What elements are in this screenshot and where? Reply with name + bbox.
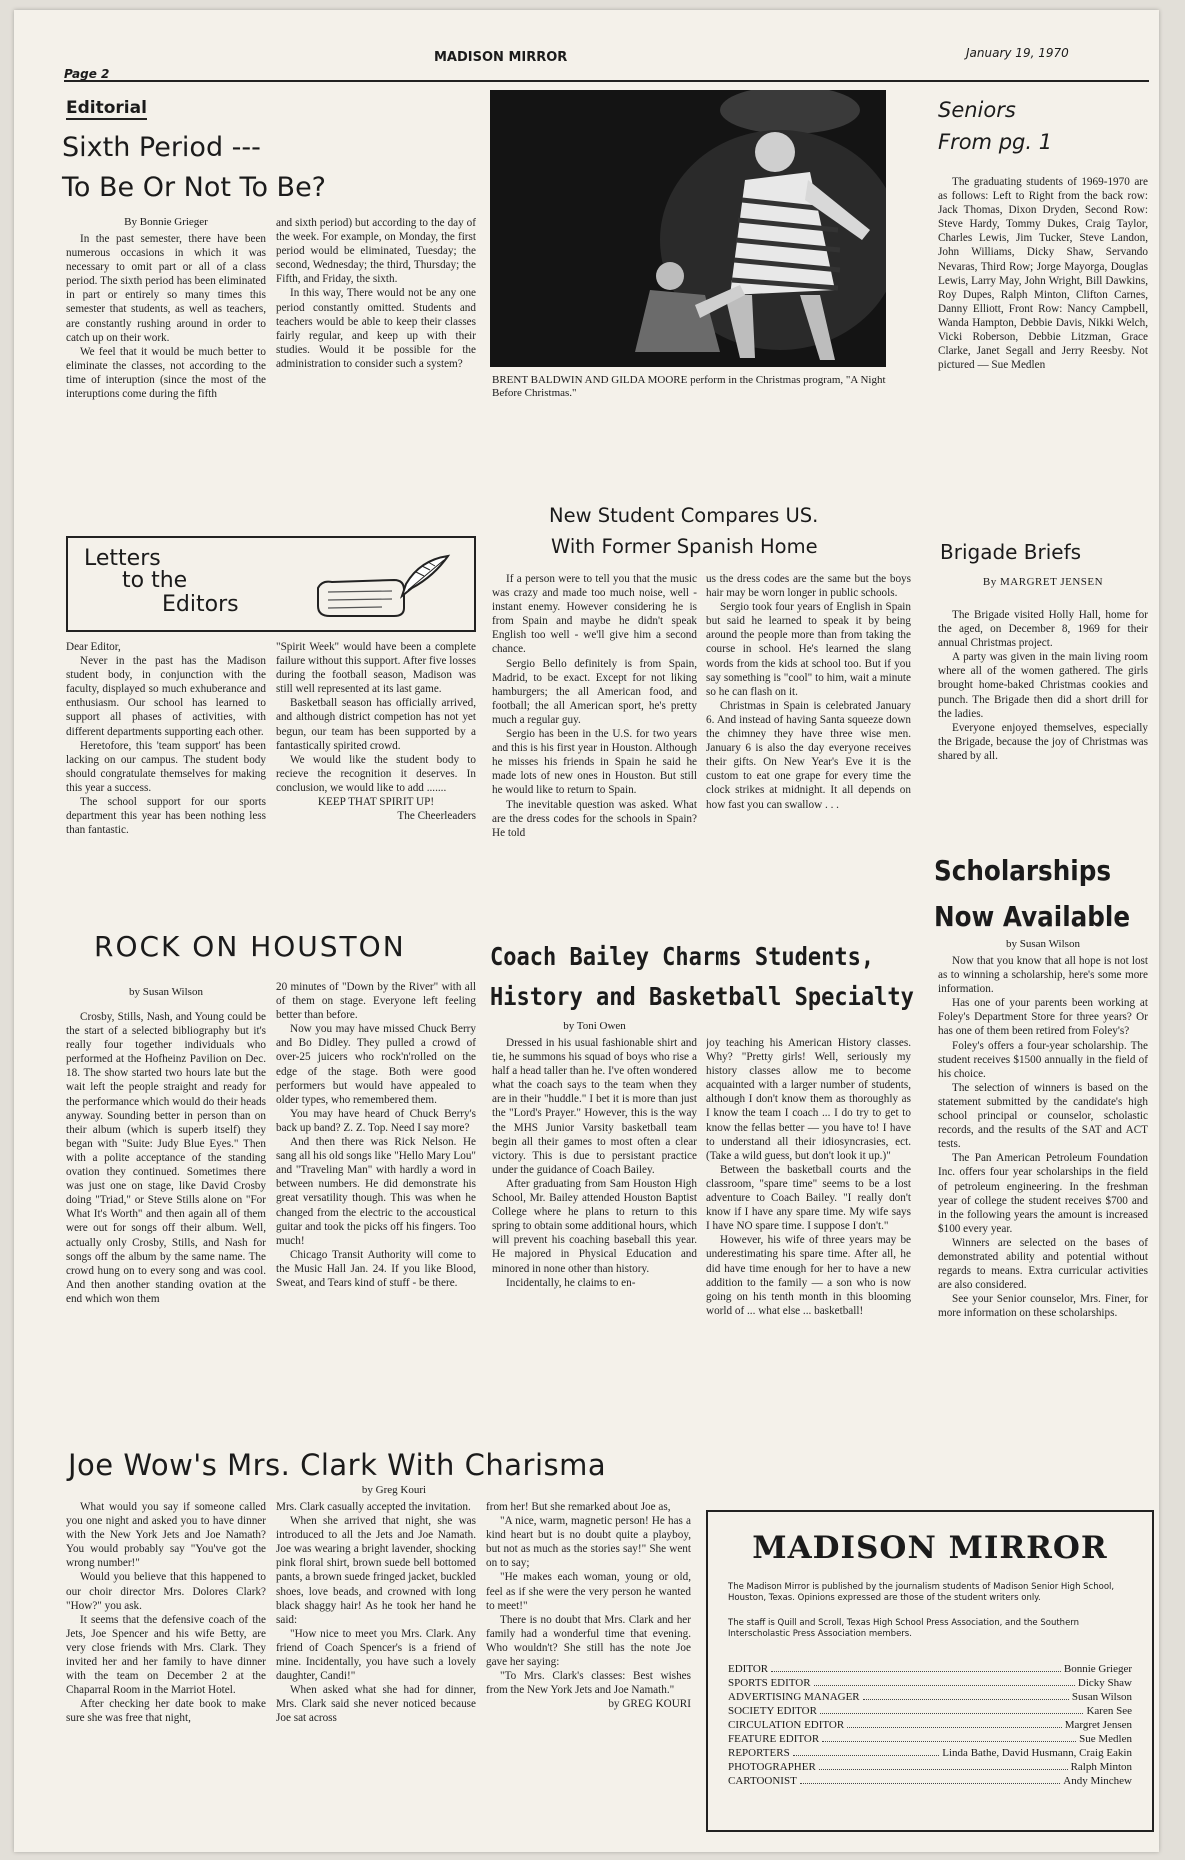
joe-paragraph: It seems that the defensive coach of the Jets, Joe Spencer and his wife Betty, are very close friends with Mrs. Clark. They invited her and her family to have dinner with the team on December 2 at the Chaparral Room in the Marriot Hotel. xyxy=(66,1613,266,1697)
staff-credits xyxy=(728,1662,1132,1788)
brigade-paragraph: Everyone enjoyed themselves, especially the Brigade, because the joy of Christmas was shared by all. xyxy=(938,721,1148,762)
rock-column-2 xyxy=(276,980,476,1422)
joe-paragraph: "A nice, warm, magnetic person! He has a kind heart but is no doubt quite a playboy, but not as much as the stories say!" She went on to say; xyxy=(486,1515,691,1570)
staff-row xyxy=(728,1774,1132,1788)
newspaper-page xyxy=(14,10,1159,1852)
scholarships-body xyxy=(938,954,1148,1500)
editorial-column-2 xyxy=(276,216,476,456)
scholarships-title-line1: Scholarships xyxy=(934,854,1112,887)
letters-salutation: Dear Editor, xyxy=(66,641,121,653)
brigade-body xyxy=(938,608,1148,828)
staff-name: Susan Wilson xyxy=(1071,1691,1132,1703)
staff-role: SPORTS EDITOR xyxy=(728,1677,811,1689)
joe-column-3 xyxy=(486,1500,691,1844)
staff-role: EDITOR xyxy=(728,1663,769,1675)
new-student-paragraph: Sergio took four years of English in Spain but said he learned to speak it by being around the people more than from taking the course in school. He's learned the slang words from the kids at school too. But if you say something is "cool" to him, wait a minute so he can flash on it. xyxy=(706,601,911,698)
letters-paragraph: Never in the past has the Madison student body, in conjunction with the faculty, displayed so much exhuberance and enthusiasm. Our school has learned to support all phases of activities, with different departments supporting each other. xyxy=(66,655,266,738)
new-student-paragraph: us the dress codes are the same but the boys hair may be worn longer in public schools. xyxy=(706,573,911,600)
masthead-description: The Madison Mirror is published by the journalism students of Madison Senior High School, Houston, Texas. Opinions expressed are those of the student writers only. xyxy=(728,1582,1115,1603)
brigade-paragraph: A party was given in the main living room where all of the women gathered. The girls brought home-baked Christmas cookies and punch. The Brigade then did a short drill for the ladies. xyxy=(938,651,1148,720)
letters-heading-box xyxy=(66,536,476,632)
staff-name: Dicky Shaw xyxy=(1077,1677,1132,1689)
joe-paragraph: When she arrived that night, she was introduced to all the Jets and Joe Namath. Joe was wearing a bright lavender, shocking pink floral shirt, brown suede bell bottomed pants, a brown suede fringed jacket, buckled shoes, love beads, and crowned with long black shaggy hair! As he took her hand he said: xyxy=(276,1515,476,1626)
rock-paragraph: Crosby, Stills, Nash, and Young could be the start of a selected bibliography but it's really four together individuals who performed at the Hofheinz Pavilion on Dec. 18. The show started two hours late but the wait left the people straight and ready for the performance which would do their heads anyway. Sounding better in person than on their album (which is superb itself) they began with "Suite: Judy Blue Eyes." Then with a polite acceptance of the standing ovation they continued. Sometimes there was just one on stage, like David Crosby doing "Triad," or Steve Stills alone on "For What It's Worth" and then again all of them were out for songs off their album. Well, actually only Crosby, Stills, and Nash for songs off the album by the same name. The crowd hung on to every song and was cool. And then another standing ovation at the end which won them xyxy=(66,1011,266,1305)
staff-name: Ralph Minton xyxy=(1070,1761,1132,1773)
scholarships-paragraph: Foley's offers a four-year scholarship. The student receives $1500 annually in the field of his choice. xyxy=(938,1039,1148,1080)
letters-column-1 xyxy=(66,640,266,850)
letters-heading-line2: to the xyxy=(122,568,188,593)
coach-column-2 xyxy=(706,1036,911,1422)
photo-caption: BRENT BALDWIN AND GILDA MOORE perform in the Christmas program, "A Night Before Christmas." xyxy=(492,374,886,399)
header-rule xyxy=(64,80,1149,82)
new-student-paragraph: Sergio has been in the U.S. for two years and this is his first year in Houston. Although he misses his friends in Spain he said he made lots of new ones in Houston. But still he would like to return to Spain. xyxy=(492,728,697,797)
rock-paragraph: You may have heard of Chuck Berry's back up band? Z. Z. Top. Need I say more? xyxy=(276,1107,476,1134)
scholarships-paragraph: Winners are selected on the bases of demonstrated ability and potential without regards to means. Extra curricular activities are also considered. xyxy=(938,1236,1148,1292)
staff-name: Karen See xyxy=(1086,1705,1132,1717)
letters-paragraph: Heretofore, this 'team support' has been lacking on our campus. The student body should congratulate themselves for making this year a success. xyxy=(66,739,266,794)
new-student-paragraph: If a person were to tell you that the music was crazy and made too much noise, well - instant enemy. However considering he is from Spain and maybe he didn't speak English too well - we'll give him a second chance. xyxy=(492,573,697,656)
staff-name: Bonnie Grieger xyxy=(1063,1663,1132,1675)
issue-date: January 19, 1970 xyxy=(966,46,1069,60)
rock-paragraph: Chicago Transit Authority will come to the Music Hall Jan. 24. If you like Blood, Sweat, and Tears kind of stuff - be there. xyxy=(276,1248,476,1289)
new-student-title-line1: New Student Compares US. xyxy=(549,504,819,527)
joe-byline: by Greg Kouri xyxy=(361,1484,427,1496)
new-student-column-2 xyxy=(706,572,911,860)
editorial-paragraph: In the past semester, there have been numerous occasions in which it was necessary to omit part or all of a class period. The sixth period has been eliminated in part or entirely so many times this semester that students, as well as teachers, are constantly rushing around in order to catch up on their work. xyxy=(66,233,266,344)
staff-row xyxy=(728,1732,1132,1746)
letters-paragraph: The school support for our sports department this year has been nothing less than fantastic. xyxy=(66,796,266,837)
editorial-column-1 xyxy=(66,232,266,457)
coach-paragraph: However, his wife of three years may be underestimating his spare time. After all, he did have time enough for her to have a new addition to the family — a son who is now going on his tenth month in this blooming world of ... what else ... basketball! xyxy=(706,1234,911,1317)
letters-paragraph: Basketball season has officially arrived, and although district competion has not yet begun, our team has been supported by a fantastically spirited crowd. xyxy=(276,697,476,752)
letters-heading-line1: Letters xyxy=(84,546,161,571)
letters-paragraph: We would like the student body to recieve the recognition it deserves. In conclusion, we would like to add ....... xyxy=(276,753,476,794)
editorial-label: Editorial xyxy=(66,98,147,118)
joe-paragraph: Mrs. Clark casually accepted the invitation. xyxy=(276,1501,471,1513)
rock-paragraph: 20 minutes of "Down by the River" with all of them on stage. Everyone left feeling better than before. xyxy=(276,981,476,1022)
staff-role: ADVERTISING MANAGER xyxy=(728,1691,860,1703)
coach-paragraph: Incidentally, he claims to en- xyxy=(506,1276,636,1289)
performers-photo-image xyxy=(490,90,886,367)
coach-paragraph: After graduating from Sam Houston High School, Mr. Bailey attended Houston Baptist College where he plans to return to this spring to obtain some additional hours, which will prevent his coaching baseball this year. He majored in Physical Education and minored in none other than history. xyxy=(492,1177,697,1275)
seniors-paragraph: The graduating students of 1969-1970 are as follows: Left to Right from the back row: Jack Thomas, Dixon Dryden, Second Row: Steve Hardy, Tommy Dukes, Craig Taylor, Charles Lewis, Jim Tucker, Steve Landon, John Williams, Dicky Shaw, Servando Nevaras, Third Row; Jorge Mayorga, Douglas Lewis, Larry May, John Wright, Bill Dawkins, Roy Dupes, Ralph Minton, Clifton Carnes, Danny Elliott, Front Row: Nancy Campbell, Wanda Hampton, Debbie Davis, Nikki Welch, Vicki Roberson, Debbie Litzman, Grace Clarke, Janet Segall and Jerry Reesby. Not pictured — Sue Medlen xyxy=(938,176,1148,372)
rock-paragraph: And then there was Rick Nelson. He sang all his old songs like "Hello Mary Lou" and "Traveling Man" with hardly a word in between numbers. He did demonstrate his great versatility though. This was when he changed from the electric to the accoustical guitar and took the picks off his fingers. Too much! xyxy=(276,1136,476,1247)
scholarships-paragraph: The selection of winners is based on the statement submitted by the candidate's high school principal or counselor, scholastic records, and the results of the SAT and ACT tests. xyxy=(938,1081,1148,1151)
brigade-title: Brigade Briefs xyxy=(940,540,1082,564)
letters-signature: The Cheerleaders xyxy=(397,810,476,823)
scholarships-byline: by Susan Wilson xyxy=(1006,938,1080,950)
brigade-paragraph: The Brigade visited Holly Hall, home for the aged, on December 8, 1969 for their annual Christmas project. xyxy=(938,609,1148,650)
scholarships-paragraph: Now that you know that all hope is not lost as to winning a scholarship, here's some more information. xyxy=(938,955,1148,996)
coach-paragraph: Dressed in his usual fashionable shirt and tie, he summons his squad of boys who rise a half a head taller than he. I've often wondered what the coach says to the team when they are in their "huddle." I bet it is more than just the "Lord's Prayer." However, this is the way the MHS Junior Varsity basketball team begin all their games to most often a clear victory. This is due to persistant practice under the guidance of Coach Bailey. xyxy=(492,1037,697,1176)
scroll-and-quill-icon xyxy=(308,550,458,622)
coach-paragraph: joy teaching his American History classes. Why? "Pretty girls! Well, seriously my history classes allow me to become acquainted with a larger number of students, although I don't know them as thoroughly as I know the team I coach ... I do try to get to know the fellas better — you have to! I have to understand all their idiosyncrasies, ect. (Take a wild guess, but don't look it up.)" xyxy=(706,1037,911,1162)
joe-column-2 xyxy=(276,1500,476,1844)
new-student-title-line2: With Former Spanish Home xyxy=(551,535,818,558)
editorial-byline: By Bonnie Grieger xyxy=(124,216,208,228)
editorial-paragraph: We feel that it would be much better to eliminate the classes, not according to the time of interuption (since the most of the interuptions come during the fifth xyxy=(66,345,266,401)
editorial-paragraph: In this way, There would not be any one period constantly omitted. Students and teachers would be able to keep their classes fairly regular, and keep up with their studies. Would it be possible for the administration to consider such a system? xyxy=(276,287,476,370)
joe-signature: by GREG KOURI xyxy=(608,1698,691,1711)
new-student-column-1 xyxy=(492,572,697,860)
coach-column-1 xyxy=(492,1036,697,1422)
joe-paragraph: After checking her date book to make sure she was free that night, xyxy=(66,1698,266,1725)
staff-name: Linda Bathe, David Husmann, Craig Eakin xyxy=(942,1747,1132,1759)
scholarships-paragraph: The Pan American Petroleum Foundation Inc. offers four year scholarships in the field of petroleum engineering. In the freshman year of college the student receives $700 and in the following years the amount is increased $100 every year. xyxy=(938,1152,1148,1235)
letters-paragraph: "Spirit Week" would have been a complete failure without this support. After five losses during the football season, Madison was still well represented at its last game. xyxy=(276,641,476,696)
rock-byline: by Susan Wilson xyxy=(129,986,203,998)
paper-name-header: MADISON MIRROR xyxy=(434,50,568,65)
staff-role: SOCIETY EDITOR xyxy=(728,1705,817,1717)
brigade-byline: By MARGRET JENSEN xyxy=(982,576,1104,588)
joe-title: Joe Wow's Mrs. Clark With Charisma xyxy=(68,1448,607,1482)
seniors-body xyxy=(938,175,1148,425)
rock-title: ROCK ON HOUSTON xyxy=(94,930,406,963)
coach-title-line2: History and Basketball Specialty xyxy=(490,982,914,1011)
editorial-paragraph: and sixth period) but according to the day of the week. For example, on Monday, the first period would be eliminated, Tuesday; the second, Wednesday; the third, Thursday; the Fifth, and Friday, the sixth. xyxy=(276,217,476,286)
rock-paragraph: Now you may have missed Chuck Berry and Bo Didley. They pulled a crowd of over-25 juicers who rock'n'rolled on the edge of the stage. Both were good performers but would have appealed to older types, who remembered them. xyxy=(276,1023,476,1106)
joe-paragraph: What would you say if someone called you one night and asked you to have dinner with the New York Jets and Joe Namath? You would probably say "You've got the wrong number!" xyxy=(66,1501,266,1570)
staff-role: CARTOONIST xyxy=(728,1775,797,1787)
masthead-associations: The staff is Quill and Scroll, Texas High School Press Association, and the Southern Interscholastic Press Association members. xyxy=(728,1618,1080,1639)
staff-name: Margret Jensen xyxy=(1064,1719,1132,1731)
christmas-program-photo xyxy=(490,90,886,367)
masthead-box xyxy=(706,1510,1154,1832)
scholarships-title-line2: Now Available xyxy=(934,900,1131,933)
scholarships-paragraph: See your Senior counselor, Mrs. Finer, for more information on these scholarships. xyxy=(938,1293,1148,1320)
staff-row xyxy=(728,1704,1132,1718)
scholarships-paragraph: Has one of your parents been working at Foley's Department Store for three years? Or has one of them been retired from Foley's? xyxy=(938,997,1148,1038)
rock-column-1 xyxy=(66,1010,266,1422)
joe-paragraph: "He makes each woman, young or old, feel as if she were the very person he wanted to meet!" xyxy=(486,1571,691,1612)
joe-paragraph: "To Mrs. Clark's classes: Best wishes from the New York Jets and Joe Namath." xyxy=(486,1670,691,1697)
staff-row xyxy=(728,1760,1132,1774)
staff-name: Sue Medlen xyxy=(1079,1733,1132,1745)
staff-row xyxy=(728,1662,1132,1676)
staff-row xyxy=(728,1718,1132,1732)
joe-paragraph: from her! But she remarked about Joe as, xyxy=(486,1501,671,1513)
page-label: Page 2 xyxy=(64,67,110,81)
letters-heading-line3: Editors xyxy=(162,592,239,617)
staff-role: CIRCULATION EDITOR xyxy=(728,1719,845,1731)
joe-paragraph: There is no doubt that Mrs. Clark and her family had a wonderful time that evening. Who wouldn't? She still has the note Joe gave her saying: xyxy=(486,1613,691,1669)
coach-byline: by Toni Owen xyxy=(563,1020,626,1032)
coach-title-line1: Coach Bailey Charms Students, xyxy=(490,942,875,971)
joe-paragraph: "How nice to meet you Mrs. Clark. Any friend of Coach Spencer's is a friend of mine. Incidentally, you have such a lovely daughter, Candi!" xyxy=(276,1627,476,1683)
staff-role: PHOTOGRAPHER xyxy=(728,1761,816,1773)
editorial-title-line2: To Be Or Not To Be? xyxy=(62,172,327,203)
staff-role: FEATURE EDITOR xyxy=(728,1733,820,1745)
joe-paragraph: When asked what she had for dinner, Mrs. Clark said she never noticed because Joe sat across xyxy=(276,1684,476,1725)
masthead-name: MADISON MIRROR xyxy=(752,1530,1108,1566)
new-student-paragraph: Sergio Bello definitely is from Spain, Madrid, to be exact. Except for not liking hamburgers; the all American food, and football; the all American sport, he's pretty much a regular guy. xyxy=(492,657,697,726)
new-student-paragraph: The inevitable question was asked. What are the dress codes for the schools in Spain? He told xyxy=(492,798,697,839)
joe-paragraph: Would you believe that this happened to our choir director Mrs. Dolores Clark? "How?" you ask. xyxy=(66,1571,266,1612)
coach-paragraph: Between the basketball courts and the classroom, "spare time" seems to be a lost adventure to Coach Bailey. "I really don't know if I have any spare time. My wife says I have NO spare time. I suppose I don't." xyxy=(706,1163,911,1233)
staff-row xyxy=(728,1690,1132,1704)
staff-role: REPORTERS xyxy=(728,1747,790,1759)
staff-name: Andy Minchew xyxy=(1063,1775,1132,1787)
editorial-title-line1: Sixth Period --- xyxy=(62,132,261,163)
staff-row xyxy=(728,1746,1132,1760)
joe-column-1 xyxy=(66,1500,266,1844)
seniors-title-line2: From pg. 1 xyxy=(938,130,1053,154)
seniors-title-line1: Seniors xyxy=(938,98,1016,122)
letters-slogan: KEEP THAT SPIRIT UP! xyxy=(317,796,435,809)
staff-row xyxy=(728,1676,1132,1690)
new-student-paragraph: Christmas in Spain is celebrated January 6. And instead of having Santa squeeze down the chimney they have three wise men. January 6 is also the day everyone receives their gifts. On New Year's Eve it is the custom to eat one grape for every time the clock strikes at midnight. It all depends on how fast you can swallow . . . xyxy=(706,699,911,811)
letters-column-2 xyxy=(276,640,476,850)
